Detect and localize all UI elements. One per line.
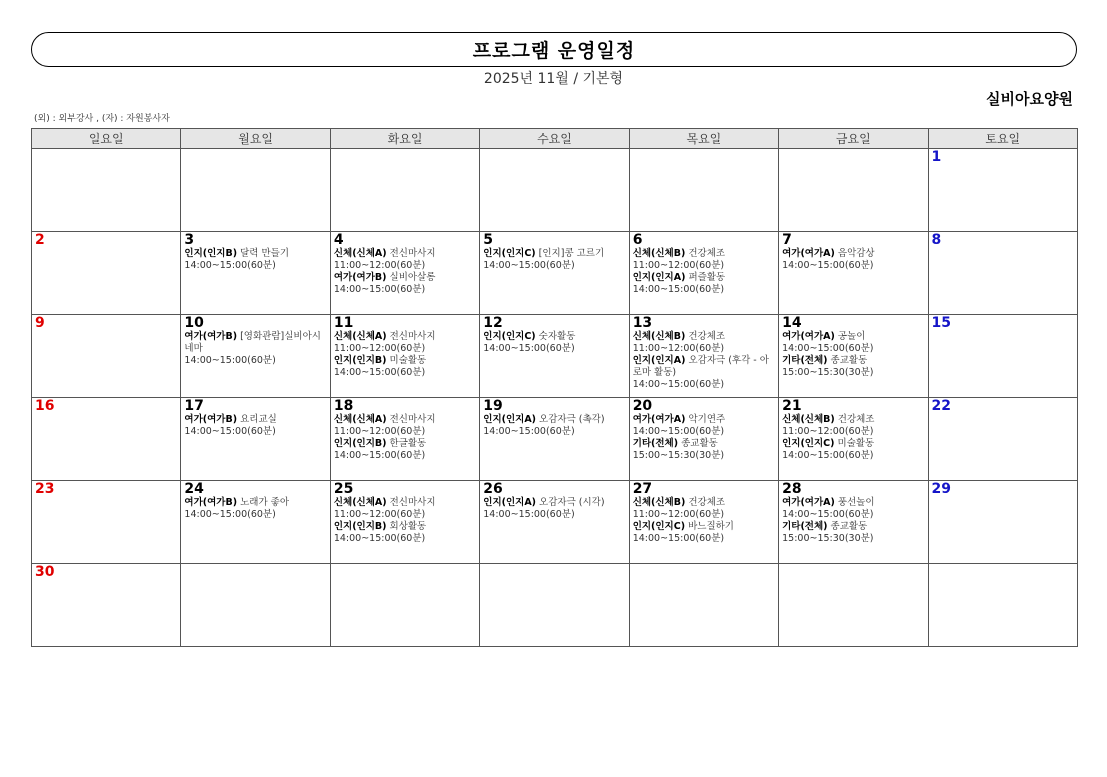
program-time: 15:00~15:30(30분) [632,450,725,461]
program-entry [782,438,924,462]
day-number: 28 [782,481,802,497]
day-cell [32,564,181,647]
day-cell [181,481,330,564]
day-cell [480,564,629,647]
program-time: 14:00~15:00(60분) [782,509,874,520]
day-number: 29 [931,481,952,497]
week-row [32,564,1078,647]
program-time: 14:00~15:00(60분) [333,533,426,544]
program-entry [782,248,924,272]
day-cell [629,564,778,647]
day-cell [928,149,1077,232]
program-category: 인지(인지C) [782,438,835,449]
program-entry [184,497,326,521]
program-category: 인지(인지C) [632,521,686,532]
program-category: 인지(인지A) [632,355,686,366]
day-cell [779,564,928,647]
program-category: 신체(신체A) [333,497,387,508]
program-entry [633,414,775,438]
program-name: 풍선놀이 [837,497,875,508]
program-category: 인지(인지B) [333,355,387,366]
program-category: 여가(여가A) [782,497,835,508]
program-time: 14:00~15:00(60분) [184,426,276,437]
program-entry [334,272,476,296]
day-cell [779,232,928,315]
day-number: 24 [184,481,204,497]
day-cell [181,149,330,232]
program-name: [인지]콩 고르기 [538,248,605,259]
day-cell [330,315,479,398]
day-number: 4 [333,232,344,248]
day-number: 20 [632,398,653,414]
day-number: 12 [483,315,503,331]
program-name: 전신마사지 [389,331,436,342]
week-row [32,232,1078,315]
program-name: 오감자극 (시각) [539,497,605,508]
day-cell [181,232,330,315]
program-name: 오감자극 (후각 - 아로마 활동) [632,355,769,378]
program-category: 인지(인지B) [184,248,238,259]
program-entry [184,331,326,367]
weekday-sunday: 일요일 [32,129,181,149]
program-entry [633,272,775,296]
day-number: 19 [483,398,503,414]
day-cell [181,564,330,647]
program-entry [483,414,625,438]
weekday-wednesday: 수요일 [480,129,629,149]
day-number: 9 [35,315,45,331]
program-name: 실비아살롱 [389,272,436,283]
organization-name: 실비아요양원 [986,90,1073,108]
day-cell [629,149,778,232]
day-cell [32,398,181,481]
day-number: 7 [782,232,792,248]
day-number: 21 [782,398,802,414]
day-cell [330,149,479,232]
day-cell [928,315,1077,398]
program-time: 14:00~15:00(60분) [333,284,426,295]
day-cell [928,398,1077,481]
program-entry [633,521,775,545]
day-cell [330,481,479,564]
program-time: 14:00~15:00(60분) [333,367,426,378]
program-entry [782,497,924,521]
program-time: 11:00~12:00(60분) [782,426,874,437]
program-time: 14:00~15:00(60분) [483,343,575,354]
day-number: 25 [333,481,354,497]
day-cell [928,564,1077,647]
week-row [32,315,1078,398]
program-name: 노래가 좋아 [240,497,289,508]
program-time: 11:00~12:00(60분) [333,343,426,354]
program-entry [633,331,775,355]
weekday-thursday: 목요일 [629,129,778,149]
program-name: 음악감상 [837,248,875,259]
program-category: 인지(인지A) [483,497,537,508]
day-cell [779,398,928,481]
program-category: 기타(전체) [782,521,828,532]
program-time: 11:00~12:00(60분) [632,260,725,271]
program-name: 요리교실 [240,414,277,425]
day-cell [629,481,778,564]
calendar-table [31,128,1078,647]
day-cell [181,398,330,481]
day-number: 5 [483,232,494,248]
program-category: 인지(인지B) [333,438,387,449]
program-time: 14:00~15:00(60분) [483,509,575,520]
program-time: 14:00~15:00(60분) [184,509,276,520]
day-cell [32,149,181,232]
day-number: 22 [931,398,952,414]
day-cell [480,232,629,315]
program-entry [633,248,775,272]
program-name: 한글활동 [389,438,427,449]
program-category: 기타(전체) [782,355,828,366]
program-name: 달력 만들기 [240,248,289,259]
program-time: 14:00~15:00(60분) [632,533,725,544]
program-entry [633,438,775,462]
program-name: 바느질하기 [688,521,734,532]
program-category: 신체(신체B) [632,331,686,342]
program-time: 14:00~15:00(60분) [632,426,725,437]
program-entry [483,248,625,272]
program-entry [334,521,476,545]
day-number: 10 [184,315,204,331]
program-name: 건강체조 [837,414,875,425]
program-category: 신체(신체B) [782,414,835,425]
month-subtitle: 2025년 11월 / 기본형 [483,71,624,87]
program-entry [782,331,924,355]
day-number: 14 [782,315,802,331]
day-number: 18 [333,398,354,414]
day-number: 26 [483,481,503,497]
program-name: 건강체조 [688,248,726,259]
program-category: 기타(전체) [632,438,679,449]
day-cell [330,232,479,315]
day-cell [480,481,629,564]
program-name: 건강체조 [688,331,726,342]
program-time: 11:00~12:00(60분) [333,260,426,271]
program-category: 신체(신체B) [632,497,686,508]
program-name: 회상활동 [389,521,427,532]
program-time: 14:00~15:00(60분) [632,284,725,295]
program-entry [334,414,476,438]
program-category: 여가(여가A) [782,248,835,259]
day-cell [779,315,928,398]
program-time: 14:00~15:00(60분) [184,260,276,271]
program-entry [334,331,476,355]
program-name: 종교활동 [681,438,718,449]
day-cell [181,315,330,398]
day-number: 15 [931,315,952,331]
week-row [32,398,1078,481]
weekday-monday: 월요일 [181,129,330,149]
program-category: 신체(신체B) [632,248,686,259]
program-category: 여가(여가B) [333,272,387,283]
page-title: 프로그램 운영일정 [472,40,636,62]
day-number: 30 [35,564,55,580]
title-banner [31,32,1077,67]
program-name: 퍼즐활동 [688,272,726,283]
day-number: 13 [632,315,653,331]
program-name: 숫자활동 [538,331,576,342]
week-row [32,149,1078,232]
day-cell [779,149,928,232]
program-category: 여가(여가B) [184,414,238,425]
program-time: 14:00~15:00(60분) [483,260,575,271]
day-cell [330,398,479,481]
program-time: 14:00~15:00(60분) [782,343,874,354]
day-number: 11 [333,315,354,331]
legend-note: (외) : 외부강사 , (자) : 자원봉사자 [34,114,170,124]
program-category: 신체(신체A) [333,248,387,259]
program-name: 전신마사지 [389,414,436,425]
program-time: 14:00~15:00(60분) [782,260,874,271]
program-time: 11:00~12:00(60분) [632,509,725,520]
weekday-saturday: 토요일 [928,129,1077,149]
day-number: 27 [632,481,653,497]
program-name: 공놀이 [837,331,866,342]
program-name: 전신마사지 [389,497,436,508]
day-cell [330,564,479,647]
day-cell [629,398,778,481]
program-entry [334,248,476,272]
weekday-header-row [32,129,1078,149]
program-time: 15:00~15:30(30분) [782,533,874,544]
program-entry [633,497,775,521]
program-time: 14:00~15:00(60분) [632,379,725,390]
program-entry [782,355,924,379]
day-number: 23 [35,481,55,497]
day-cell [629,315,778,398]
day-number: 3 [184,232,195,248]
day-cell [480,149,629,232]
weekday-friday: 금요일 [779,129,928,149]
program-time: 15:00~15:30(30분) [782,367,874,378]
program-category: 여가(여가A) [782,331,835,342]
program-name: 종교활동 [830,521,868,532]
week-row [32,481,1078,564]
day-cell [32,232,181,315]
day-number: 8 [931,232,942,248]
program-entry [782,521,924,545]
program-category: 여가(여가B) [184,331,238,342]
program-name: 종교활동 [830,355,868,366]
weekday-tuesday: 화요일 [330,129,479,149]
program-name: 전신마사지 [389,248,436,259]
program-name: 미술활동 [389,355,427,366]
program-time: 14:00~15:00(60분) [782,450,874,461]
program-time: 14:00~15:00(60분) [184,355,276,366]
program-category: 인지(인지A) [483,414,537,425]
day-number: 6 [632,232,643,248]
day-cell [32,481,181,564]
program-name: 악기연주 [688,414,726,425]
program-category: 인지(인지A) [632,272,686,283]
program-time: 11:00~12:00(60분) [333,426,426,437]
program-entry [334,497,476,521]
program-time: 14:00~15:00(60분) [483,426,575,437]
program-category: 신체(신체A) [333,331,387,342]
program-time: 11:00~12:00(60분) [632,343,725,354]
program-name: 오감자극 (촉각) [539,414,605,425]
program-name: 미술활동 [837,438,875,449]
program-category: 인지(인지C) [483,248,536,259]
day-cell [480,398,629,481]
day-number: 1 [931,149,942,165]
program-entry [782,414,924,438]
program-entry [334,438,476,462]
day-cell [480,315,629,398]
day-cell [928,232,1077,315]
program-name: [영화관람]실비아시네마 [184,331,321,354]
program-entry [633,355,775,391]
program-entry [334,355,476,379]
program-category: 신체(신체A) [333,414,387,425]
day-cell [629,232,778,315]
day-number: 16 [35,398,55,414]
calendar-body [32,149,1078,647]
day-cell [32,315,181,398]
day-number: 2 [35,232,45,248]
day-number: 17 [184,398,204,414]
program-time: 11:00~12:00(60분) [333,509,426,520]
program-category: 인지(인지C) [483,331,536,342]
program-entry [483,331,625,355]
program-category: 여가(여가B) [184,497,238,508]
program-entry [184,248,326,272]
program-name: 건강체조 [688,497,726,508]
day-cell [928,481,1077,564]
program-entry [483,497,625,521]
program-time: 14:00~15:00(60분) [333,450,426,461]
program-category: 인지(인지B) [333,521,387,532]
program-category: 여가(여가A) [632,414,686,425]
day-cell [779,481,928,564]
program-entry [184,414,326,438]
